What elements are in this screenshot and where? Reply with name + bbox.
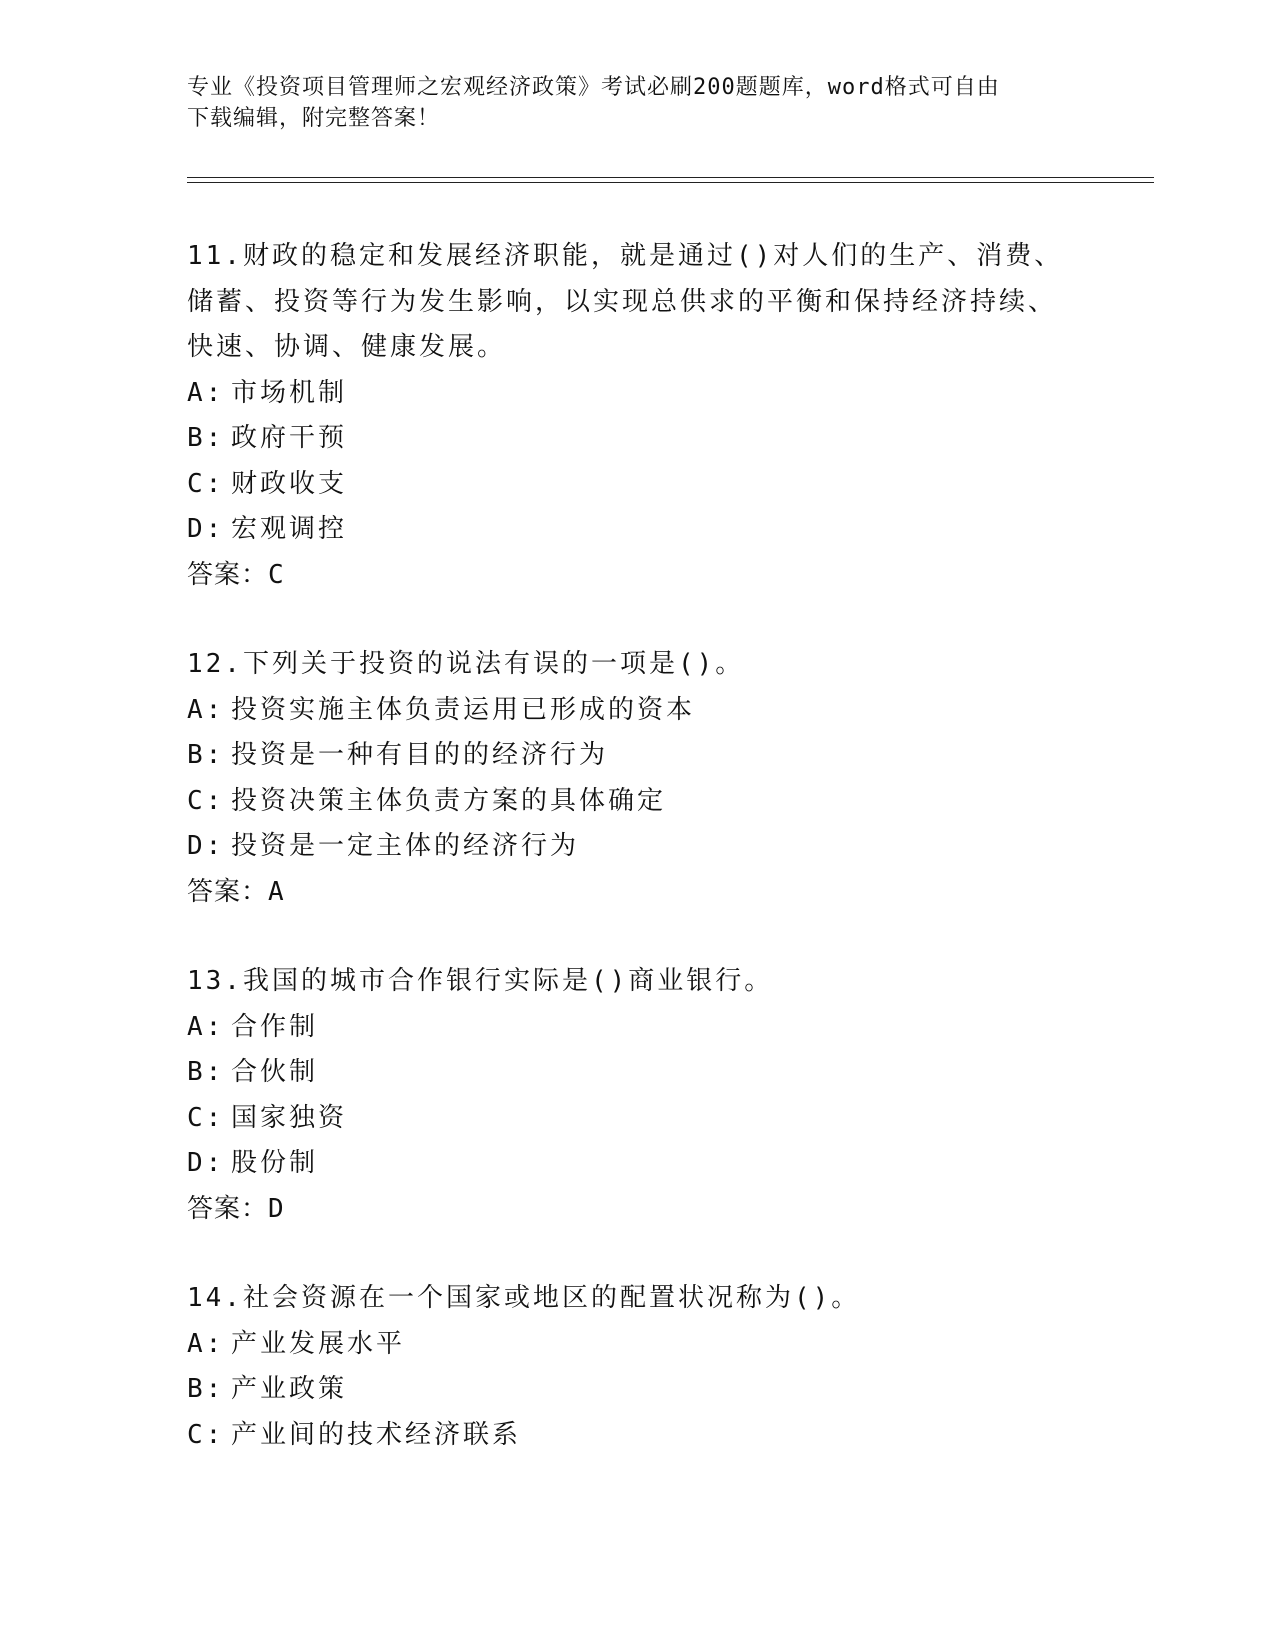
option-c bbox=[187, 1096, 1087, 1142]
header-line-2: 下载编辑，附完整答案！ bbox=[187, 106, 441, 131]
option-d bbox=[187, 507, 1087, 553]
option-label: C: bbox=[187, 1419, 225, 1450]
question-stem: 14.社会资源在一个国家或地区的配置状况称为()。 bbox=[187, 1283, 861, 1313]
answer-value: A bbox=[268, 876, 284, 907]
header-divider-top bbox=[187, 177, 1154, 178]
question-12 bbox=[187, 642, 1087, 915]
option-a bbox=[187, 1322, 1087, 1368]
option-b bbox=[187, 733, 1087, 779]
option-label: C: bbox=[187, 785, 225, 816]
question-stem: 12.下列关于投资的说法有误的一项是()。 bbox=[187, 649, 745, 679]
option-label: C: bbox=[187, 468, 225, 499]
header-divider-bottom bbox=[187, 182, 1154, 183]
option-c bbox=[187, 1413, 1087, 1459]
option-label: B: bbox=[187, 423, 225, 453]
question-14 bbox=[187, 1276, 1087, 1458]
option-c bbox=[187, 462, 1087, 508]
answer-label: 答案： bbox=[187, 559, 269, 590]
option-text: 财政收支 bbox=[231, 468, 348, 499]
option-text: 产业间的技术经济联系 bbox=[231, 1419, 522, 1450]
question-stem: 11.财政的稳定和发展经济职能，就是通过()对人们的生产、消费、储蓄、投资等行为发生影响，以实现总供求的平衡和保持经济持续、快速、协调、健康发展。 bbox=[187, 241, 1064, 362]
option-label: D: bbox=[187, 831, 225, 861]
option-b bbox=[187, 1367, 1087, 1413]
answer-value: C bbox=[268, 559, 284, 590]
option-a bbox=[187, 1005, 1087, 1051]
option-label: D: bbox=[187, 514, 225, 544]
option-label: C: bbox=[187, 1102, 225, 1133]
answer-value: D bbox=[268, 1193, 284, 1224]
option-label: A: bbox=[187, 1328, 225, 1359]
option-label: D: bbox=[187, 1148, 225, 1178]
option-label: A: bbox=[187, 377, 225, 408]
option-text: 投资是一种有目的的经济行为 bbox=[231, 740, 609, 770]
option-text: 市场机制 bbox=[231, 377, 348, 408]
document-header bbox=[187, 72, 1087, 134]
option-text: 产业政策 bbox=[231, 1374, 348, 1404]
option-text: 合伙制 bbox=[231, 1057, 319, 1087]
option-b bbox=[187, 1050, 1087, 1096]
option-label: B: bbox=[187, 1374, 225, 1404]
option-text: 投资决策主体负责方案的具体确定 bbox=[231, 785, 667, 816]
option-a bbox=[187, 688, 1087, 734]
option-text: 合作制 bbox=[231, 1011, 319, 1042]
option-text: 产业发展水平 bbox=[231, 1328, 406, 1359]
option-d bbox=[187, 824, 1087, 870]
option-b bbox=[187, 416, 1087, 462]
header-line-1: 专业《投资项目管理师之宏观经济政策》考试必刷200题题库，word格式可自由 bbox=[187, 75, 1000, 100]
question-stem: 13.我国的城市合作银行实际是()商业银行。 bbox=[187, 966, 774, 996]
option-label: B: bbox=[187, 740, 225, 770]
option-label: A: bbox=[187, 694, 225, 725]
option-text: 宏观调控 bbox=[231, 514, 348, 544]
question-11 bbox=[187, 234, 1087, 598]
answer-line bbox=[187, 870, 1087, 916]
option-text: 国家独资 bbox=[231, 1102, 348, 1133]
question-list bbox=[187, 234, 1087, 1502]
option-a bbox=[187, 371, 1087, 417]
answer-label: 答案： bbox=[187, 1193, 269, 1224]
option-text: 股份制 bbox=[231, 1148, 319, 1178]
option-text: 投资实施主体负责运用已形成的资本 bbox=[231, 694, 696, 725]
option-label: A: bbox=[187, 1011, 225, 1042]
option-text: 投资是一定主体的经济行为 bbox=[231, 831, 580, 861]
option-text: 政府干预 bbox=[231, 423, 348, 453]
option-d bbox=[187, 1141, 1087, 1187]
option-label: B: bbox=[187, 1057, 225, 1087]
answer-line bbox=[187, 553, 1087, 599]
answer-label: 答案： bbox=[187, 876, 269, 907]
option-c bbox=[187, 779, 1087, 825]
answer-line bbox=[187, 1187, 1087, 1233]
question-13 bbox=[187, 959, 1087, 1232]
